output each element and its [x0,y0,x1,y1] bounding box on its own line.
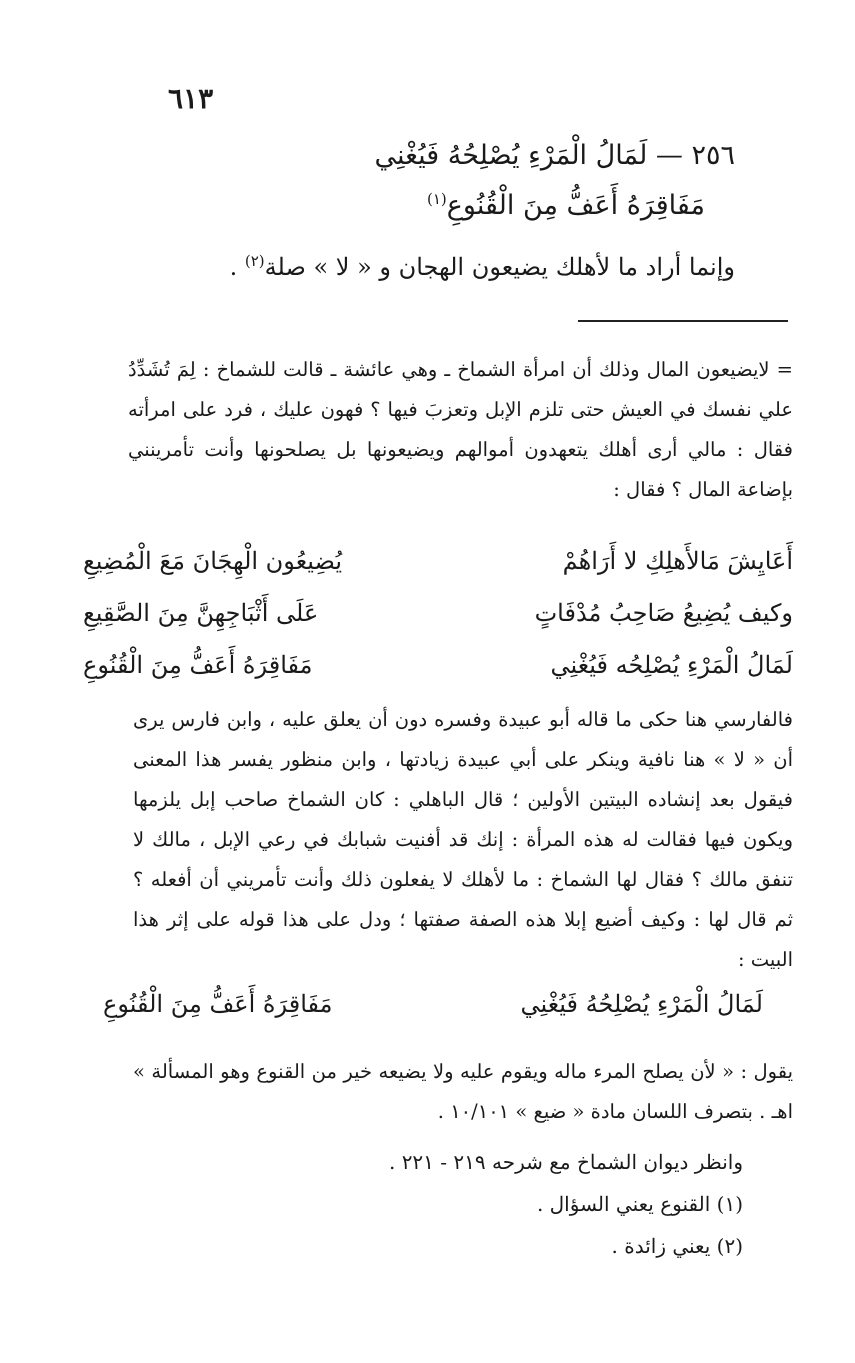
verse-second-hemistich: عَلَى أَثْبَاجِهِنَّ مِنَ الصَّقِيعِ [83,599,319,627]
verse-line [83,639,793,691]
verse-line [83,587,793,639]
verse-line [83,535,793,587]
entry-second-hemistich-line [427,190,705,221]
footnote-separator [578,320,788,322]
entry-note-end: . [229,253,238,281]
footnote-ref-2: (٢) [244,252,265,270]
verse-second-hemistich: مَفَاقِرَهُ أَعَفُّ مِنَ الْقُنُوعِ [83,651,313,679]
commentary-paragraph-3: يقول : « لأن يصلح المرء ماله ويقوم عليه ولا يضيعه خير من القنوع وهو المسألة » اهـ . بتصرف اللسان مادة « ضيع » ١٠/١٠١ . [133,1060,793,1123]
verse-first-hemistich: لَمَالُ الْمَرْءِ يُصْلِحُهُ فَيُغْنِي [520,990,763,1018]
diwan-reference: وانظر ديوان الشماخ مع شرحه ٢١٩ - ٢٢١ . [388,1150,743,1174]
footnote-1: (١) القنوع يعني السؤال . [536,1192,743,1216]
entry-note-line [230,252,735,281]
verse-first-hemistich: وكيف يُضِيعُ صَاحِبُ مُدْفَاتٍ [534,599,793,627]
entry-first-hemistich: ٢٥٦ — لَمَالُ الْمَرْءِ يُصْلِحُهُ فَيُغْنِي [374,140,735,171]
entry-second-hemistich: مَفَاقِرَهُ أَعَفُّ مِنَ الْقُنُوعِ [446,190,705,221]
footnote-2: (٢) يعني زائدة . [611,1234,743,1258]
verse-first-hemistich: لَمَالُ الْمَرْءِ يُصْلِحُه فَيُغْنِي [550,651,793,679]
verse-first-hemistich: أَعَايِشَ مَالأَهلِكِ لا أَرَاهُمْ [562,547,793,575]
final-verse-line [103,990,763,1018]
entry-note: وإنما أراد ما لأهلك يضيعون الهجان و « لا » صلة [264,253,735,281]
footnote-ref-1: (١) [427,190,447,208]
page-number: ٦١٣ [168,82,214,115]
commentary-paragraph-1: = لايضيعون المال وذلك أن امرأة الشماخ ـ وهي عائشة ـ قالت للشماخ : لِمَ تُشَدِّدُ علي نفسك في العيش حتى تلزم الإبل وتعزبَ فيها ؟ فهون عليك ، فرد على امرأته فقال : مالي أرى أهلك يتعهدون أموالهم ويضيعونها بل يصلحونها وأنت تأمرينني بإضاعة المال ؟ فقال : [128,358,793,501]
verse-second-hemistich: يُضِيعُون الْهِجَانَ مَعَ الْمُضِيعِ [83,547,343,575]
verse-second-hemistich: مَفَاقِرَهُ أَعَفُّ مِنَ الْقُنُوعِ [103,990,333,1018]
verse-block [83,535,793,691]
commentary-paragraph-2: فالفارسي هنا حكى ما قاله أبو عبيدة وفسره دون أن يعلق عليه ، وابن فارس يرى أن « لا » هنا نافية وينكر على أبي عبيدة زيادتها ، وابن منظور يفسر هذا المعنى فيقول بعد إنشاده البيتين الأولين ؛ قال الباهلي : كان الشماخ صاحب إبل يلزمها ويكون فيها فقالت له هذه المرأة : إنك قد أفنيت شبابك في رعي الإبل ، مالك لا تنفق مالك ؟ فقال لها الشماخ : ما لأهلك لا يفعلون ذلك وأنت تأمريني أن أفعله ؟ ثم قال لها : وكيف أضيع إبلا هذه الصفة صفتها ؛ ودل على هذا قوله على إثر هذا البيت : [133,708,793,971]
